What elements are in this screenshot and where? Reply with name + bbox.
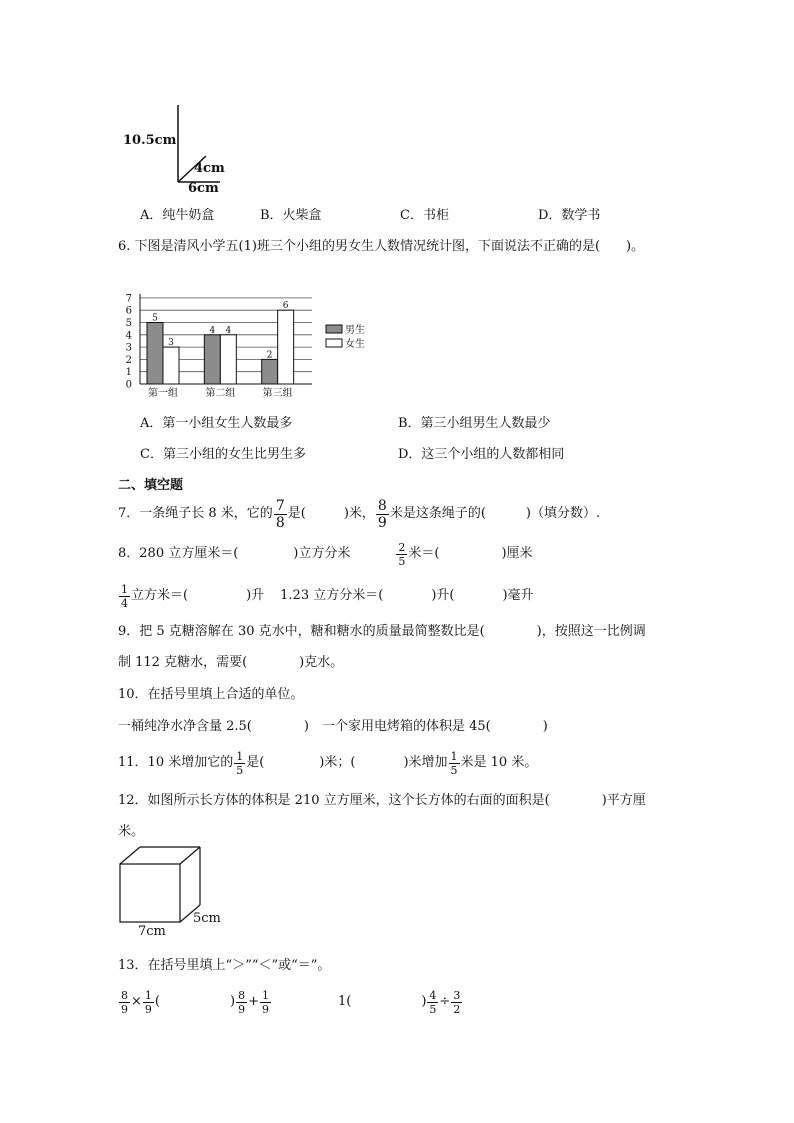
q5-option-d[interactable]: D．数学书 (538, 208, 601, 223)
q10-line: 一桶纯净水净含量 2.5( ) 一个家用电烤箱的体积是 45( ) (118, 719, 548, 734)
fig5-width-label: 6cm (188, 181, 219, 196)
q11-text-c: )米；( (319, 755, 356, 770)
section-heading: 二、填空题 (118, 478, 184, 493)
legend-label: 男生 (345, 325, 365, 336)
y-tick-label: 5 (125, 318, 132, 329)
q13-e3-bd: 2 (453, 1002, 461, 1016)
q13-lparen-1: ( (154, 994, 160, 1009)
q9-line-1: 9．把 5 克糖溶解在 30 克水中，糖和糖水的质量最简整数比是( )，按照这一比例调 (118, 624, 646, 639)
q7-f1-num: 7 (275, 497, 285, 514)
bar-value-label: 3 (168, 338, 174, 349)
y-tick-label: 6 (125, 305, 132, 317)
category-label: 第一组 (148, 388, 178, 398)
q11-f2-num: 1 (450, 749, 458, 763)
bar (204, 335, 220, 384)
q8-text-g: 1.23 立方分米＝( (280, 588, 384, 603)
q8-f2-den: 4 (121, 596, 128, 610)
bar (278, 310, 294, 384)
q10-title: 10．在括号里填上合适的单位。 (118, 687, 304, 702)
q8-text-i: )毫升 (502, 588, 534, 603)
legend-swatch (326, 339, 342, 347)
q13-e3-a (427, 990, 438, 1015)
q7-fraction-1 (274, 499, 287, 530)
q13-expressions (118, 982, 463, 1022)
q7-text-a: 7．一条绳子长 8 米，它的 (118, 506, 273, 521)
q13-e2-a (236, 990, 247, 1015)
q13-e2-bd: 9 (261, 1002, 269, 1016)
bar-value-label: 5 (152, 313, 158, 324)
bar (163, 347, 179, 384)
q6-option-a[interactable]: A．第一小组女生人数最多 (140, 416, 293, 431)
q13-lparen-2: ( (346, 994, 352, 1009)
q13-e3-op: ÷ (439, 994, 451, 1009)
q7-f1-den: 8 (275, 514, 285, 531)
q7-fraction-2 (376, 499, 389, 530)
y-tick-label: 1 (125, 367, 132, 379)
q13-e2-bn: 1 (261, 988, 269, 1002)
q12-line-1: 12．如图所示长方体的体积是 210 立方厘米，这个长方体的右面的面积是( )平方厘 (118, 793, 646, 808)
q11-fraction-1 (234, 751, 245, 776)
fig5-depth-label: 4cm (194, 161, 225, 176)
q8-text-e: 立方米＝( (131, 588, 189, 603)
q13-e3-ad: 5 (429, 1002, 437, 1016)
q6-text: 6. 下图是清风小学五(1)班三个小组的男女生人数情况统计图，下面说法不正确的是( )。 (118, 239, 645, 254)
q13-e2-an: 8 (238, 988, 246, 1002)
q6-option-d[interactable]: D．这三个小组的人数都相同 (398, 447, 565, 462)
fig5-height-label: 10.5cm (123, 133, 177, 148)
q13-e3-b (451, 990, 462, 1015)
q13-one: 1 (337, 994, 347, 1009)
q13-e3-an: 4 (429, 988, 437, 1002)
bar (147, 323, 163, 385)
q12-width-label: 5cm (193, 911, 221, 926)
q11-f1-den: 5 (236, 763, 244, 777)
y-tick-label: 0 (125, 379, 132, 391)
q8-f1-num: 2 (398, 540, 406, 554)
q5-option-a[interactable]: A．纯牛奶盒 (140, 208, 215, 223)
q8-fraction-2 (119, 584, 130, 609)
category-label: 第二组 (205, 388, 236, 398)
q8-line-2 (118, 578, 534, 614)
q8-text-b: )立方分米 (293, 546, 351, 561)
q12-line-2: 米。 (118, 824, 145, 839)
q8-fraction-1 (396, 542, 407, 567)
bar-value-label: 4 (225, 325, 232, 336)
q13-e3-bn: 3 (453, 988, 461, 1002)
q5-figure (120, 100, 230, 195)
q13-e2-op: + (248, 994, 259, 1009)
q7-text-c: )米， (343, 506, 375, 521)
q13-e1-ad: 9 (121, 1002, 128, 1016)
bar-value-label: 4 (209, 325, 216, 336)
q13-e2-b (260, 990, 271, 1015)
bar (262, 359, 278, 384)
q13-e1-b (143, 990, 154, 1015)
q6-option-b[interactable]: B．第三小组男生人数最少 (398, 416, 551, 431)
q5-option-b[interactable]: B．火柴盒 (260, 208, 322, 223)
q11-f1-num: 1 (236, 749, 244, 763)
q13-e1-op: × (131, 994, 142, 1009)
q7-f2-num: 8 (377, 497, 387, 514)
q12-length-label: 7cm (138, 924, 166, 939)
q5-option-c[interactable]: C．书柜 (400, 208, 449, 223)
bar-value-label: 6 (282, 301, 289, 312)
q6-option-c[interactable]: C．第三小组的女生比男生多 (140, 447, 306, 462)
q11-fraction-2 (449, 751, 460, 776)
q8-f1-den: 5 (398, 554, 406, 568)
q8-line-1 (118, 536, 533, 572)
q7 (118, 494, 600, 534)
q13-e1-a (119, 990, 130, 1015)
category-label: 第三组 (262, 388, 293, 398)
q13-rparen-1: ) (229, 994, 236, 1009)
q13-e2-ad: 9 (238, 1002, 246, 1016)
q13-rparen-2: ) (421, 994, 427, 1009)
q13-e1-bn: 1 (144, 988, 152, 1002)
q13-e1-an: 8 (121, 988, 128, 1002)
legend-label: 女生 (345, 339, 365, 350)
q11-text-d: )米增加 (403, 755, 448, 770)
q6-bar-chart (118, 268, 380, 398)
q8-f2-num: 1 (121, 582, 128, 596)
q9-line-2: 制 112 克糖水，需要( )克水。 (118, 655, 344, 670)
y-tick-label: 2 (125, 354, 132, 366)
y-tick-label: 3 (125, 342, 132, 354)
q13-title: 13．在括号里填上“＞”“＜”或“＝”。 (118, 958, 331, 973)
q12-cuboid-figure (115, 842, 235, 942)
q11-f2-den: 5 (450, 763, 458, 777)
y-tick-label: 4 (125, 330, 132, 342)
q11-text-b: 是( (246, 755, 265, 770)
legend-swatch (326, 325, 342, 333)
q8-text-f: )升 (246, 588, 265, 603)
q7-f2-den: 9 (377, 514, 387, 531)
q7-text-b: 是( (287, 506, 306, 521)
q8-text-c: 米＝( (408, 546, 440, 561)
bar (220, 335, 236, 384)
q6-chart-svg (118, 268, 380, 398)
q13-e1-bd: 9 (144, 1002, 152, 1016)
q8-text-a: 8．280 立方厘米＝( (118, 546, 239, 561)
q7-text-d: 米是这条绳子的( (389, 506, 486, 521)
q7-text-e: )（填分数）. (525, 506, 601, 521)
q11-text-a: 11．10 米增加它的 (118, 755, 234, 770)
bar-value-label: 2 (266, 350, 273, 361)
q8-text-h: )升( (431, 588, 455, 603)
q8-text-d: )厘米 (501, 546, 533, 561)
q11 (118, 745, 537, 781)
q11-text-e: 米是 10 米。 (460, 755, 538, 770)
y-tick-label: 7 (125, 293, 132, 305)
